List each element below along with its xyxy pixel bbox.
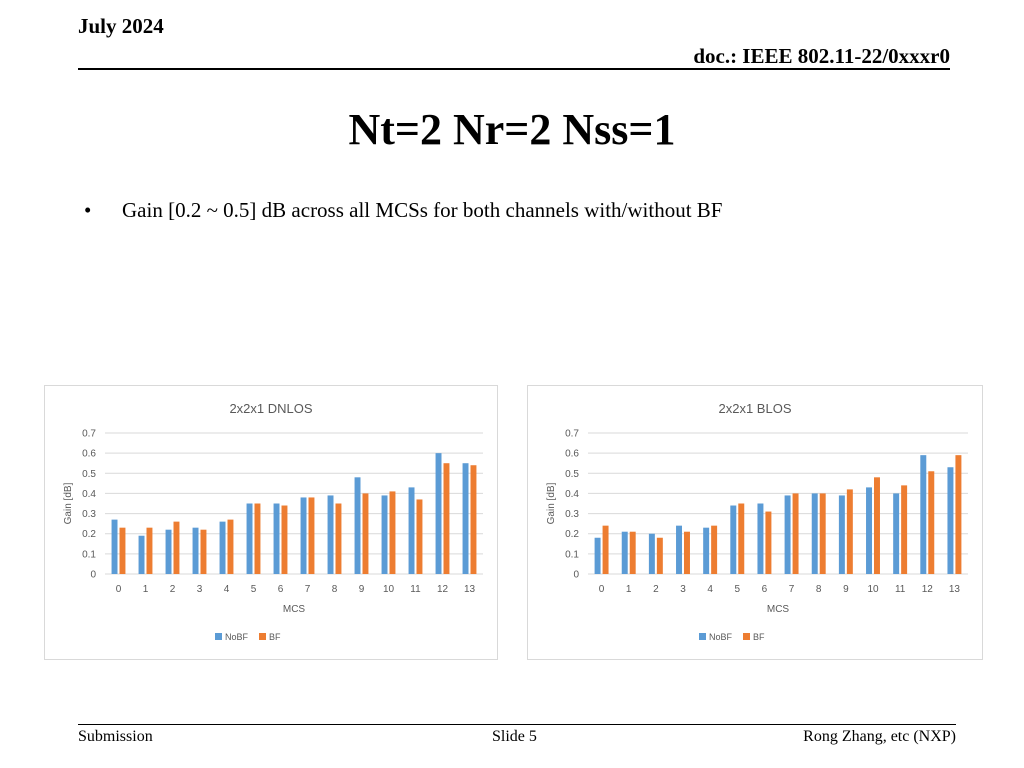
bar-nobf [301,497,307,574]
y-tick-label: 0.2 [82,529,96,541]
x-axis-label: MCS [282,604,306,615]
bar-nobf [193,528,199,574]
bar-bf [228,520,234,574]
x-tick-label: 9 [843,584,849,595]
bar-bf [928,471,934,574]
x-tick-label: 8 [331,584,338,595]
chart-dnlos [44,385,498,660]
bar-nobf [866,487,872,574]
bar-bf [417,499,423,574]
y-tick-label: 0.3 [82,509,96,521]
bar-nobf [757,504,763,575]
x-tick-label: 8 [815,584,822,595]
x-tick-label: 11 [410,584,421,595]
x-tick-label: 2 [169,584,176,595]
x-tick-label: 1 [625,584,632,595]
legend-swatch-bf [743,633,750,640]
bar-bf [901,485,907,574]
bar-bf [874,477,880,574]
y-axis-label: Gain [dB] [63,482,74,525]
bar-bf [657,538,663,574]
bar-nobf [920,455,926,574]
x-tick-label: 13 [948,584,960,595]
bar-bf [336,504,342,575]
footer-divider [78,724,956,725]
x-tick-label: 0 [115,584,122,595]
y-tick-label: 0.6 [565,448,579,460]
x-tick-label: 7 [304,584,311,595]
bar-nobf [355,477,361,574]
x-tick-label: 6 [761,584,768,595]
x-tick-label: 4 [707,584,713,595]
header-divider [78,68,950,70]
bar-nobf [947,467,953,574]
bar-nobf [409,487,415,574]
y-axis-label: Gain [dB] [546,482,557,525]
chart-blos [527,385,983,660]
bar-nobf [622,532,628,574]
chart-title: 2x2x1 BLOS [718,401,792,416]
bar-nobf [112,520,118,574]
bar-nobf [247,504,253,575]
bar-nobf [139,536,145,574]
legend-label-nobf: NoBF [225,632,249,642]
bar-nobf [839,495,845,574]
x-tick-label: 6 [277,584,284,595]
bar-nobf [220,522,226,574]
y-tick-label: 0.4 [82,488,96,500]
y-tick-label: 0.2 [565,529,579,541]
bar-bf [820,493,826,574]
bullet-marker: • [84,198,92,222]
bar-bf [255,504,261,575]
bar-nobf [676,526,682,574]
bar-nobf [730,506,736,574]
bar-nobf [595,538,601,574]
x-tick-label: 0 [598,584,605,595]
legend-label-bf: BF [753,632,765,642]
x-tick-label: 9 [358,584,365,595]
x-tick-label: 4 [223,584,230,595]
legend-swatch-bf [259,633,266,640]
x-tick-label: 2 [653,584,659,595]
chart-title: 2x2x1 DNLOS [229,401,313,416]
bar-bf [684,532,690,574]
legend-swatch-nobf [215,633,222,640]
y-tick-label: 0.7 [565,428,579,440]
y-tick-label: 0.7 [82,428,96,440]
y-tick-label: 0.5 [565,468,579,480]
x-tick-label: 12 [436,584,449,595]
bar-bf [201,530,207,574]
bar-bf [955,455,961,574]
y-tick-label: 0.1 [565,549,579,561]
bar-bf [120,528,126,574]
x-tick-label: 3 [196,584,203,595]
x-tick-label: 5 [734,584,741,595]
bar-nobf [703,528,709,574]
bar-nobf [382,495,388,574]
x-tick-label: 7 [788,584,795,595]
bar-bf [390,491,396,574]
footer-slide-number: Slide 5 [492,728,537,745]
bar-bf [603,526,609,574]
bar-nobf [785,495,791,574]
bar-bf [282,506,288,574]
bar-nobf [812,493,818,574]
y-tick-label: 0.4 [565,488,579,500]
x-tick-label: 10 [867,584,879,595]
header-doc-number: doc.: IEEE 802.11-22/0xxxr0 [693,44,950,68]
bar-bf [738,504,744,575]
bar-bf [471,465,477,574]
bar-nobf [166,530,172,574]
bar-bf [309,497,315,574]
y-tick-label: 0.3 [565,509,579,521]
bar-nobf [893,493,899,574]
bar-bf [765,512,771,574]
x-tick-label: 5 [250,584,257,595]
x-tick-label: 12 [921,584,933,595]
x-tick-label: 11 [894,584,906,595]
slide-title: Nt=2 Nr=2 Nss=1 [348,105,676,154]
x-tick-label: 3 [680,584,686,595]
bar-nobf [328,495,334,574]
y-tick-label: 0 [90,569,96,581]
bar-bf [147,528,153,574]
y-tick-label: 0.5 [82,468,96,480]
bar-bf [363,493,369,574]
x-tick-label: 10 [382,584,395,595]
x-axis-label: MCS [766,604,790,615]
bar-bf [630,532,636,574]
chart-blos-svg [528,386,982,659]
bar-bf [444,463,450,574]
footer-author: Rong Zhang, etc (NXP) [803,728,956,745]
header-date: July 2024 [78,14,164,38]
bar-nobf [649,534,655,574]
bar-nobf [463,463,469,574]
y-tick-label: 0 [573,569,579,581]
bar-bf [174,522,180,574]
bar-bf [847,489,853,574]
bar-nobf [436,453,442,574]
legend-label-bf: BF [269,632,281,642]
x-tick-label: 13 [463,584,476,595]
legend-swatch-nobf [699,633,706,640]
footer-submission: Submission [78,728,153,745]
chart-dnlos-svg [45,386,497,659]
legend-label-nobf: NoBF [709,632,733,642]
x-tick-label: 1 [142,584,149,595]
bar-bf [793,493,799,574]
bar-bf [711,526,717,574]
y-tick-label: 0.6 [82,448,96,460]
bar-nobf [274,504,280,575]
y-tick-label: 0.1 [82,549,96,561]
bullet-text: Gain [0.2 ~ 0.5] dB across all MCSs for both channels with/without BF [122,198,723,222]
